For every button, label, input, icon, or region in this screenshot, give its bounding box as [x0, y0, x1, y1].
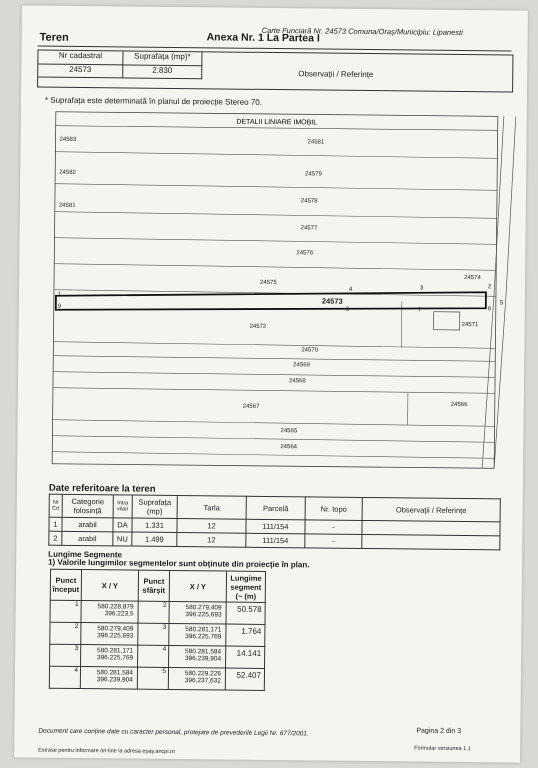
row-observatii — [362, 520, 500, 535]
row-categorie: arabil — [62, 517, 113, 532]
point-label: 1 — [57, 291, 62, 298]
parcel-label: 24581 — [307, 139, 325, 146]
seg-start-coords: 580.281,584 396.239,904 — [80, 667, 137, 690]
page-number: Pagina 2 din 3 — [416, 727, 462, 736]
th-observatii: Observații / Referințe — [362, 497, 500, 521]
date-referitoare-title: Date referitoare la teren — [48, 482, 156, 495]
table-row — [50, 600, 265, 624]
lungime-segmente-subtitle: 1) Valorile lungimilor segmentelor sunt obținute din proiecție în plan. — [48, 557, 310, 570]
seg-start-point: 4 — [49, 666, 80, 688]
point-label: 8 — [345, 306, 350, 313]
seg-start-point: 1 — [50, 600, 81, 622]
header-observatii: Observații / Referințe — [298, 69, 374, 80]
section-title: Teren — [39, 31, 69, 44]
point-label: 9 — [57, 303, 62, 310]
left-parcel-label: 24582 — [59, 169, 76, 176]
value-suprafata: 2.830 — [123, 65, 202, 79]
table-row — [50, 644, 265, 668]
parcel-label: 24567 — [242, 403, 260, 410]
left-parcel-label: 24583 — [59, 136, 77, 143]
seg-length: 50.578 — [226, 602, 265, 624]
seg-end-coords: 580.229,226 396.237,632 — [168, 667, 225, 690]
seg-end-coords: 580.281,171 396.225,769 — [169, 623, 226, 646]
formular-version: Formular versiunea 1.1 — [414, 745, 471, 753]
seg-end-point: 3 — [138, 623, 169, 645]
header-nr-cadastral: Nr cadastral — [38, 51, 123, 66]
parcel-boundaries — [52, 152, 497, 459]
th-punct-sfarsit: Punct sfârșit — [138, 570, 169, 601]
lungime-segmente-table — [49, 569, 266, 691]
diagram-title: DETALII LINIARE IMOBIL — [236, 118, 318, 127]
parcel-label: 24576 — [296, 250, 314, 257]
th-lungime: Lungime segment (~ (m) — [226, 571, 265, 602]
parcel-label: 24570 — [301, 347, 319, 354]
value-nr-cadastral: 24573 — [38, 65, 123, 79]
row-categorie: arabil — [62, 531, 113, 546]
row-intravilan: NU — [113, 532, 132, 546]
point-label: 6 — [487, 306, 492, 313]
anexa-title: Anexa Nr. 1 La Partea I — [206, 31, 320, 45]
seg-start-coords: 580.281,171 396.225,769 — [81, 645, 138, 668]
document-page — [14, 5, 528, 762]
seg-length: 1.764 — [226, 624, 265, 646]
seg-length: 52.407 — [225, 668, 264, 690]
point-label: 3 — [419, 285, 424, 292]
parcel-diagram-svg — [52, 112, 504, 469]
parcel-label: 24572 — [249, 323, 267, 330]
seg-start-point: 2 — [50, 622, 81, 644]
footer-disclaimer: Document care conține date cu caracter personal, protejate de prevederile Legii Nr. 677/2001. — [38, 727, 309, 738]
row-suprafata: 1.499 — [132, 532, 177, 546]
th-parcela: Parcelă — [246, 496, 305, 520]
parcel-label: 24573 — [321, 296, 343, 306]
th-intravilan: Intra vilan — [113, 495, 132, 518]
parcel-label: 24579 — [305, 171, 322, 178]
subject-parcel — [56, 285, 486, 315]
row-nr: 2 — [49, 531, 62, 545]
parcel-24571-outline — [434, 312, 460, 330]
row-parcela: 111/154 — [246, 533, 305, 548]
cadastral-box — [37, 50, 513, 93]
parcel-label: 24564 — [280, 444, 298, 451]
seg-start-coords: 580.228,879 396.223,5 — [81, 601, 138, 624]
point-label: 5 — [499, 300, 504, 307]
parcel-label: 24571 — [461, 321, 479, 329]
parcel-label: 24574 — [464, 275, 481, 282]
seg-start-coords: 580.279,409 396.225,693 — [81, 623, 138, 646]
parcel-label: 24575 — [260, 279, 277, 287]
row-intravilan: DA — [113, 518, 132, 532]
seg-end-coords: 580.281,584 396.239,904 — [169, 645, 226, 668]
th-xy-end: X / Y — [169, 570, 226, 602]
seg-end-point: 2 — [138, 601, 169, 623]
left-parcel-label: 24581 — [58, 202, 76, 209]
seg-start-point: 3 — [50, 644, 81, 666]
footer-extras: Extrase pentru informare on-line la adresa epay.ancpi.ro — [38, 747, 176, 756]
seg-end-point: 4 — [138, 645, 169, 667]
row-tarla: 12 — [177, 533, 246, 548]
seg-end-point: 5 — [137, 667, 168, 689]
parcel-diagram — [52, 112, 504, 469]
parcel-label: 24578 — [300, 198, 318, 205]
carte-funciara-header: Carte Funciară Nr. 24573 Comuna/Oraș/Municipiu: Lipanesti — [261, 25, 463, 37]
row-observatii — [362, 534, 500, 549]
parcel-label: 24566 — [450, 401, 468, 409]
parcel-label: 24569 — [293, 362, 310, 369]
parcel-label: 24565 — [280, 428, 298, 435]
th-suprafata: Suprafața (mp) — [132, 495, 177, 518]
parcel-label: 24577 — [300, 225, 318, 232]
th-nr-topo: Nr. topo — [305, 497, 362, 521]
row-suprafata: 1.331 — [132, 518, 177, 532]
th-tarla: Tarla — [177, 496, 246, 520]
table-row — [50, 622, 265, 646]
row-nr: 1 — [49, 517, 62, 531]
point-label: 7 — [417, 307, 422, 314]
point-label: 2 — [487, 284, 492, 291]
row-nr-topo: - — [305, 520, 362, 535]
th-xy-start: X / Y — [81, 570, 138, 602]
seg-length: 14.141 — [226, 646, 265, 668]
row-nr-topo: - — [305, 534, 362, 549]
th-nr: Nr Crt — [49, 494, 62, 517]
parcel-label: 24568 — [288, 378, 306, 385]
header-suprafata: Suprafața (mp)* — [123, 51, 202, 66]
projection-note: * Suprafața este determinată în planul de proiecție Stereo 70. — [44, 95, 263, 107]
lungime-segmente-title: Lungime Segmente — [48, 549, 123, 560]
row-tarla: 12 — [177, 519, 246, 534]
table-row — [49, 666, 264, 690]
date-referitoare-table — [48, 494, 501, 551]
point-label: 4 — [348, 286, 353, 293]
th-categorie: Categorie folosință — [62, 494, 113, 518]
th-punct-inceput: Punct început — [50, 569, 81, 600]
row-parcela: 111/154 — [246, 519, 305, 534]
seg-end-coords: 580.279,409 396.225,693 — [169, 601, 226, 624]
